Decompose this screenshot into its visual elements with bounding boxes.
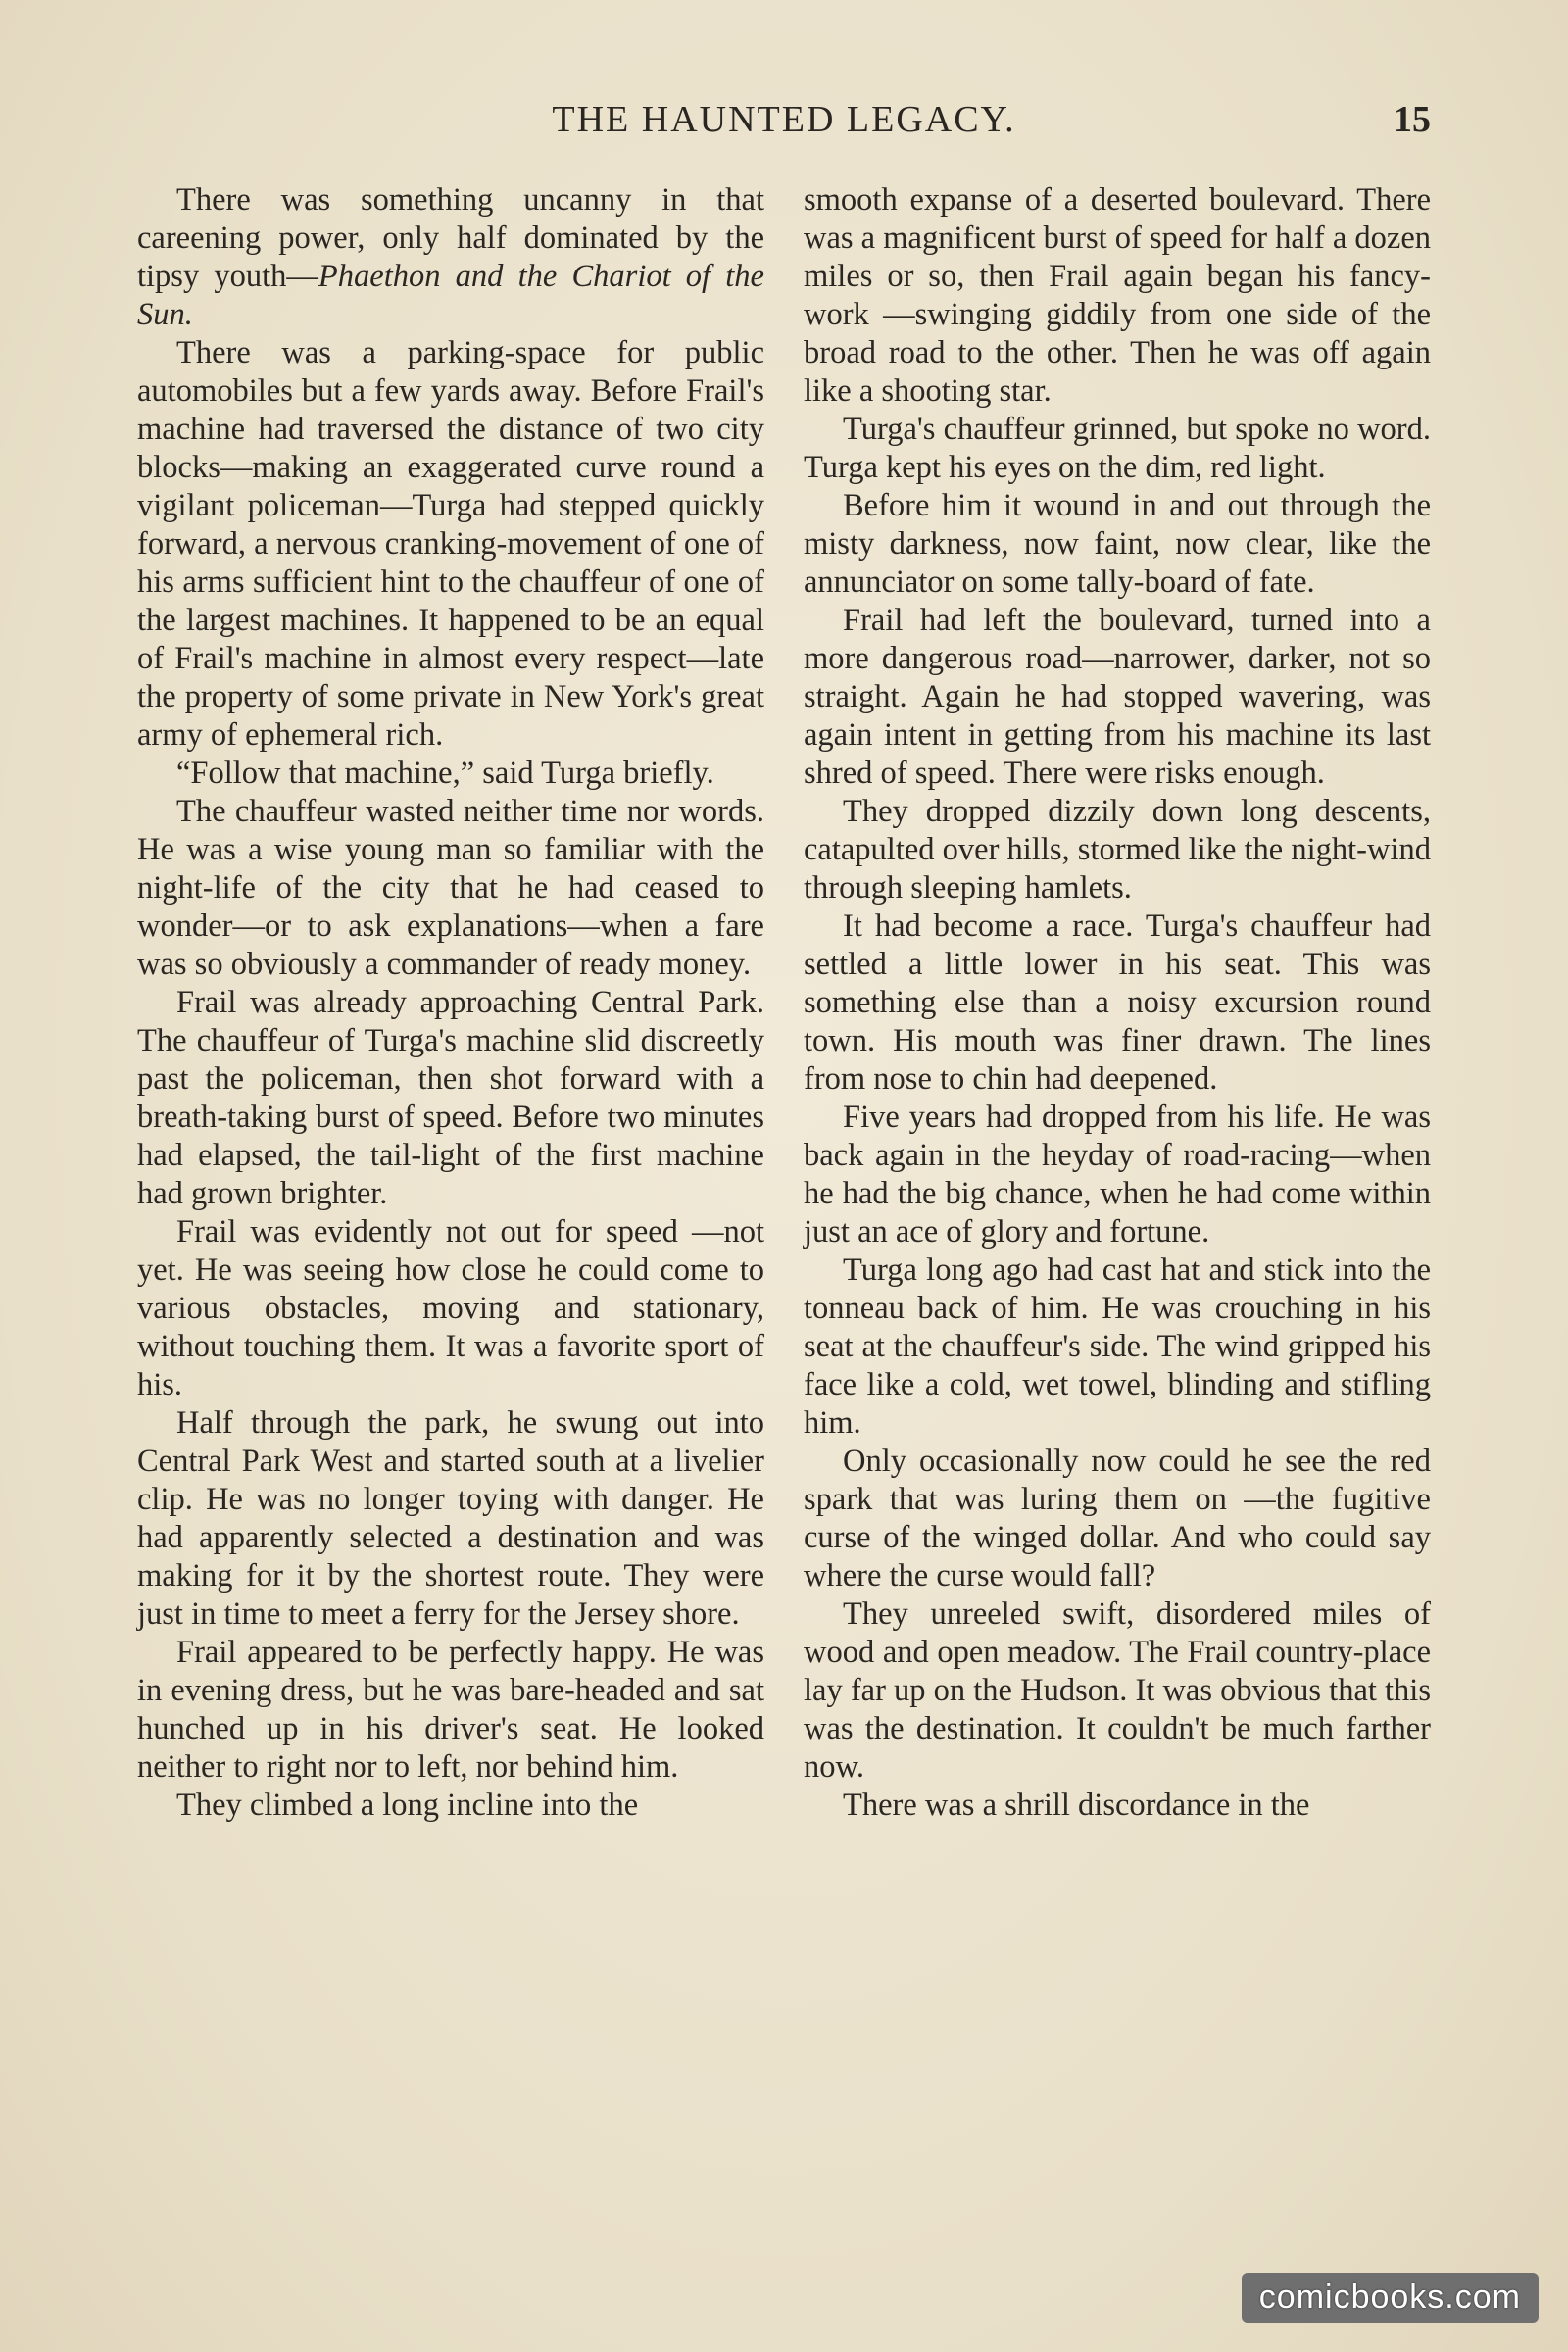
paragraph: They unreeled swift, disordered miles of wood and open meadow. The Frail country-place lay far up on the Hudson. It was obvious that this was the destination. It couldn't be much farther now. — [804, 1596, 1431, 1785]
paragraph: Before him it wound in and out through the misty darkness, now faint, now clear, like the annunciator on some tally-board of fate. — [804, 488, 1431, 600]
running-title: THE HAUNTED LEGACY. — [552, 99, 1016, 140]
left-column — [137, 181, 764, 1825]
paragraph: Frail was evidently not out for speed —not yet. He was seeing how close he could come to various obstacles, moving and stationary, without touching them. It was a favorite sport of his. — [137, 1214, 764, 1402]
paragraph — [137, 181, 764, 334]
paragraph: smooth expanse of a deserted boulevard. There was a magnificent burst of speed for half a dozen miles or so, then Frail again began his fancy-work —swinging giddily from one side of the broad road to the other. Then he was off again like a shooting star. — [804, 182, 1431, 409]
paragraph: Frail had left the boulevard, turned into a more dangerous road—narrower, darker, not so straight. Again he had stopped wavering, was again intent in getting from his machine its last shred of speed. There were risks enough. — [804, 603, 1431, 791]
paragraph: Half through the park, he swung out into Central Park West and started south at a livelier clip. He was no longer toying with danger. He had apparently selected a destination and was making for it by the shortest route. They were just in time to meet a ferry for the Jersey shore. — [137, 1405, 764, 1632]
paragraph: Frail appeared to be perfectly happy. He was in evening dress, but he was bare-headed and sat hunched up in his driver's seat. He looked neither to right nor to left, nor behind him. — [137, 1635, 764, 1785]
paragraph: It had become a race. Turga's chauffeur had settled a little lower in his seat. This was something else than a noisy excursion round town. His mouth was finer drawn. The lines from nose to chin had deepened. — [804, 908, 1431, 1097]
paragraph: There was a parking-space for public automobiles but a few yards away. Before Frail's machine had traversed the distance of two city blocks—making an exaggerated curve round a vigilant policeman—Turga had stepped quickly forward, a nervous cranking-movement of one of his arms sufficient hint to the chauffeur of one of the largest machines. It happened to be an equal of Frail's machine in almost every respect—late the property of some private in New York's great army of ephemeral rich. — [137, 335, 764, 753]
paragraph-italic-text: Phaethon and the Chariot of the Sun. — [137, 259, 764, 332]
paragraph-text: There was something uncanny in that careening power, only half dominated by the tipsy youth— — [137, 182, 764, 294]
paragraph: Frail was already approaching Central Park. The chauffeur of Turga's machine slid discreetly past the policeman, then shot forward with a breath-taking burst of speed. Before two minutes had elapsed, the tail-light of the first machine had grown brighter. — [137, 985, 764, 1211]
paragraph: Turga long ago had cast hat and stick into the tonneau back of him. He was crouching in his seat at the chauffeur's side. The wind gripped his face like a cold, wet towel, blinding and stifling him. — [804, 1252, 1431, 1441]
paragraph: They dropped dizzily down long descents, catapulted over hills, stormed like the night-wind through sleeping hamlets. — [804, 794, 1431, 906]
page-number: 15 — [1394, 99, 1431, 140]
paragraph: Turga's chauffeur grinned, but spoke no word. Turga kept his eyes on the dim, red light. — [804, 412, 1431, 485]
paragraph: Only occasionally now could he see the red spark that was luring them on —the fugitive curse of the winged dollar. And who could say where the curse would fall? — [804, 1444, 1431, 1593]
paragraph: “Follow that machine,” said Turga briefly. — [176, 756, 714, 791]
watermark: comicbooks.com — [1242, 2273, 1539, 2323]
paragraph: Five years had dropped from his life. He was back again in the heyday of road-racing—when he had the big chance, when he had come within just an ace of glory and fortune. — [804, 1100, 1431, 1250]
paragraph: They climbed a long incline into the — [176, 1788, 639, 1823]
right-column — [804, 181, 1431, 1825]
paragraph: The chauffeur wasted neither time nor words. He was a wise young man so familiar with the night-life of the city that he had ceased to wonder—or to ask explanations—when a fare was so obviously a commander of ready money. — [137, 794, 764, 982]
paragraph: There was a shrill discordance in the — [843, 1788, 1310, 1823]
running-head — [137, 98, 1431, 157]
